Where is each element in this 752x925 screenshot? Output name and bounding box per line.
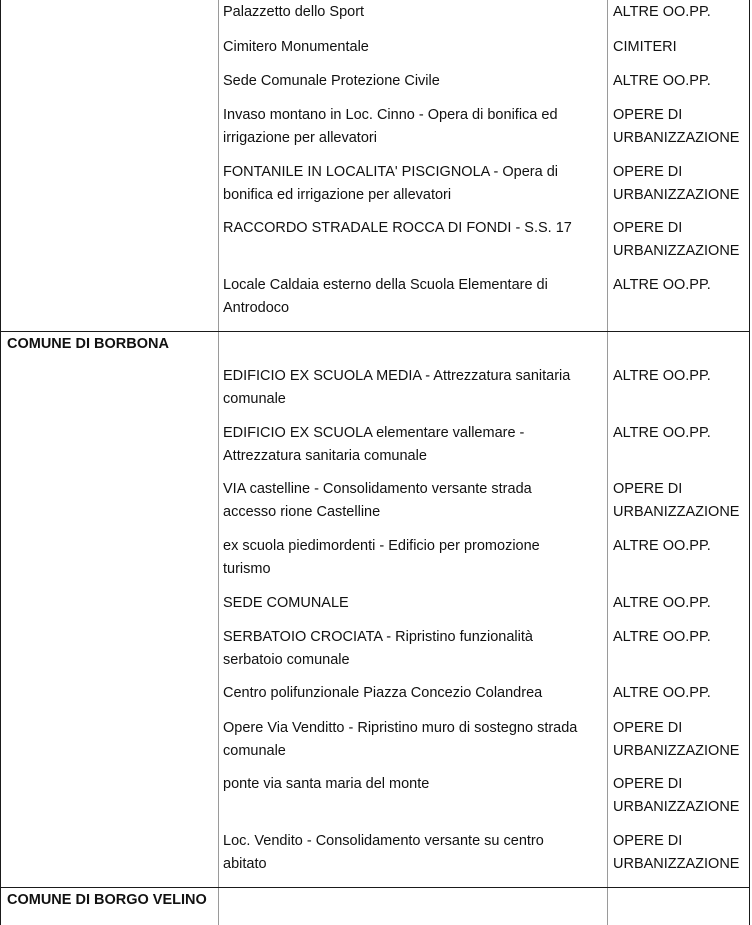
cell-text-line: SEDE COMUNALE — [223, 595, 349, 611]
category-cell — [613, 830, 747, 875]
work-name-cell — [223, 535, 605, 580]
cell-text-line: FONTANILE IN LOCALITA' PISCIGNOLA - Opera di — [223, 164, 559, 180]
cell-text-line: OPERE DI — [613, 481, 683, 497]
cell-text-line: ex scuola piedimordenti - Edificio per promozione — [223, 538, 540, 554]
cell-text-line: ALTRE OO.PP. — [613, 685, 711, 701]
cell-text-line: Locale Caldaia esterno della Scuola Elementare di — [223, 277, 548, 293]
cell-text-line: EDIFICIO EX SCUOLA MEDIA - Attrezzatura sanitaria — [223, 368, 571, 384]
cell-text-line: ALTRE OO.PP. — [613, 629, 711, 645]
cell-text-line: URBANIZZAZIONE — [613, 855, 740, 872]
category-cell — [613, 104, 747, 149]
cell-text-line: OPERE DI — [613, 776, 683, 792]
work-name-cell — [223, 70, 605, 93]
work-name-cell — [223, 1, 605, 24]
work-name-cell — [223, 682, 605, 705]
category-cell — [613, 161, 747, 206]
cell-text-line: URBANIZZAZIONE — [613, 798, 740, 815]
cell-text-line: VIA castelline - Consolidamento versante strada — [223, 481, 532, 497]
category-cell — [613, 217, 747, 262]
cell-text-line: Loc. Vendito - Consolidamento versante su centro — [223, 833, 544, 849]
cell-text-line: RACCORDO STRADALE ROCCA DI FONDI - S.S. 17 — [223, 220, 572, 236]
table-border-right — [749, 0, 750, 925]
cell-text-line: comunale — [223, 390, 286, 407]
category-cell — [613, 365, 747, 388]
cell-text-line: Opere Via Venditto - Ripristino muro di sostegno strada — [223, 720, 578, 736]
category-cell — [613, 1, 747, 24]
work-name-cell — [223, 773, 605, 796]
cell-text-line: OPERE DI — [613, 833, 683, 849]
cell-text-line: ALTRE OO.PP. — [613, 277, 711, 293]
cell-text-line: accesso rione Castelline — [223, 503, 381, 520]
cell-text-line: ALTRE OO.PP. — [613, 4, 711, 20]
category-cell — [613, 592, 747, 615]
cell-text-line: Antrodoco — [223, 299, 290, 316]
work-name-cell — [223, 217, 605, 240]
cell-text-line: OPERE DI — [613, 220, 683, 236]
work-name-cell — [223, 626, 605, 671]
work-name-cell — [223, 161, 605, 206]
work-name-cell — [223, 592, 605, 615]
work-name-cell — [223, 104, 605, 149]
category-cell — [613, 535, 747, 558]
section-divider — [0, 331, 750, 332]
cell-text-line: Invaso montano in Loc. Cinno - Opera di bonifica ed — [223, 107, 558, 123]
cell-text-line: CIMITERI — [613, 39, 677, 55]
cell-text-line: Cimitero Monumentale — [223, 39, 369, 55]
work-name-cell — [223, 274, 605, 319]
work-name-cell — [223, 422, 605, 467]
category-cell — [613, 422, 747, 445]
cell-text-line: abitato — [223, 855, 267, 872]
cell-text-line: URBANIZZAZIONE — [613, 742, 740, 759]
cell-text-line: ponte via santa maria del monte — [223, 776, 430, 792]
work-name-cell — [223, 717, 605, 762]
column-divider-name — [218, 0, 219, 925]
cell-text-line: ALTRE OO.PP. — [613, 538, 711, 554]
category-cell — [613, 773, 747, 818]
category-cell — [613, 274, 747, 297]
category-cell — [613, 682, 747, 705]
category-cell — [613, 626, 747, 649]
category-cell — [613, 478, 747, 523]
cell-text-line: Palazzetto dello Sport — [223, 4, 365, 20]
category-cell — [613, 36, 747, 59]
table-border-left — [0, 0, 1, 925]
cell-text-line: URBANIZZAZIONE — [613, 242, 740, 259]
work-name-cell — [223, 365, 605, 410]
cell-text-line: URBANIZZAZIONE — [613, 186, 740, 203]
cell-text-line: OPERE DI — [613, 107, 683, 123]
cell-text-line: URBANIZZAZIONE — [613, 129, 740, 146]
work-name-cell — [223, 36, 605, 59]
column-divider-category — [607, 0, 608, 925]
cell-text-line: EDIFICIO EX SCUOLA elementare vallemare - — [223, 425, 525, 441]
comune-heading: COMUNE DI BORGO VELINO — [7, 892, 207, 908]
category-cell — [613, 717, 747, 762]
cell-text-line: bonifica ed irrigazione per allevatori — [223, 186, 452, 203]
category-cell — [613, 70, 747, 93]
cell-text-line: OPERE DI — [613, 720, 683, 736]
cell-text-line: Sede Comunale Protezione Civile — [223, 73, 440, 89]
work-name-cell — [223, 478, 605, 523]
comune-heading: COMUNE DI BORBONA — [7, 336, 169, 352]
cell-text-line: SERBATOIO CROCIATA - Ripristino funzionalità — [223, 629, 533, 645]
cell-text-line: serbatoio comunale — [223, 651, 350, 668]
section-divider — [0, 887, 750, 888]
cell-text-line: OPERE DI — [613, 164, 683, 180]
cell-text-line: ALTRE OO.PP. — [613, 368, 711, 384]
cell-text-line: turismo — [223, 560, 271, 577]
cell-text-line: ALTRE OO.PP. — [613, 425, 711, 441]
cell-text-line: ALTRE OO.PP. — [613, 73, 711, 89]
cell-text-line: irrigazione per allevatori — [223, 129, 377, 146]
cell-text-line: URBANIZZAZIONE — [613, 503, 740, 520]
cell-text-line: Centro polifunzionale Piazza Concezio Colandrea — [223, 685, 543, 701]
cell-text-line: Attrezzatura sanitaria comunale — [223, 447, 427, 464]
work-name-cell — [223, 830, 605, 875]
cell-text-line: comunale — [223, 742, 286, 759]
cell-text-line: ALTRE OO.PP. — [613, 595, 711, 611]
